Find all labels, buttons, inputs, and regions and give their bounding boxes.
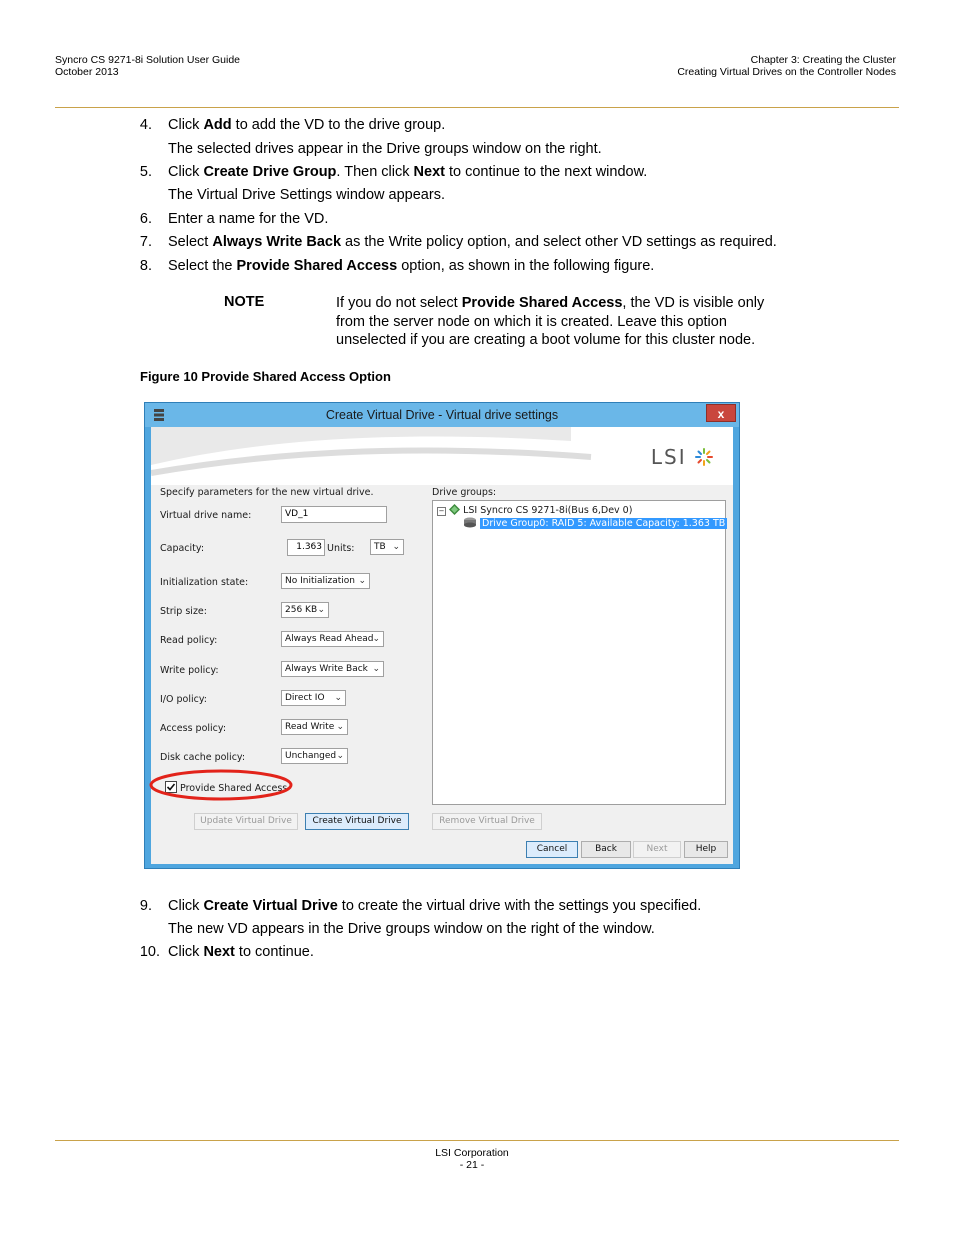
header-section: Creating Virtual Drives on the Controller Nodes: [677, 66, 896, 78]
chevron-down-icon: ⌄: [372, 664, 380, 674]
io-policy-label: I/O policy:: [160, 694, 207, 705]
step-number: 6.: [139, 211, 152, 227]
disk-cache-dropdown[interactable]: Unchanged ⌄: [281, 748, 348, 764]
close-button[interactable]: x: [706, 404, 736, 422]
strip-size-dropdown[interactable]: 256 KB ⌄: [281, 602, 329, 618]
step-number: 10.: [139, 944, 160, 960]
specify-label: Specify parameters for the new virtual drive.: [160, 487, 374, 498]
cancel-button[interactable]: Cancel: [526, 841, 578, 858]
capacity-input[interactable]: 1.363: [287, 539, 325, 556]
note-label: NOTE: [224, 294, 265, 310]
init-state-label: Initialization state:: [160, 577, 249, 588]
io-policy-dropdown[interactable]: Direct IO ⌄: [281, 690, 346, 706]
read-policy-label: Read policy:: [160, 635, 218, 646]
write-policy-label: Write policy:: [160, 665, 219, 676]
read-policy-dropdown[interactable]: Always Read Ahead ⌄: [281, 631, 384, 647]
header-right: [677, 54, 896, 78]
header-rule: [55, 107, 899, 108]
vd-name-input[interactable]: VD_1: [281, 506, 387, 523]
footer: [0, 1147, 944, 1171]
step-number: 9.: [139, 898, 152, 914]
footer-company: LSI Corporation: [435, 1147, 509, 1159]
step-5-sub: The Virtual Drive Settings window appears.: [168, 187, 445, 203]
step-4-sub: The selected drives appear in the Drive groups window on the right.: [168, 141, 602, 157]
step-5: Click Create Drive Group. Then click Next to continue to the next window.: [168, 164, 648, 180]
collapse-icon[interactable]: −: [438, 507, 445, 515]
dialog-title-bar: [145, 403, 739, 427]
lsi-star-icon: [695, 448, 713, 466]
header-chapter: Chapter 3: Creating the Cluster: [750, 54, 896, 66]
access-policy-dropdown[interactable]: Read Write ⌄: [281, 719, 348, 735]
banner-swoosh: [151, 427, 733, 485]
chevron-down-icon: ⌄: [317, 605, 325, 615]
drive-groups-label: Drive groups:: [432, 487, 497, 498]
step-7: Select Always Write Back as the Write policy option, and select other VD settings as required.: [168, 234, 777, 250]
tree-node-controller[interactable]: − LSI Syncro CS 9271-8i(Bus 6,Dev 0): [438, 505, 633, 516]
disk-cache-label: Disk cache policy:: [160, 752, 246, 763]
step-6: Enter a name for the VD.: [168, 211, 329, 227]
step-number: 4.: [139, 117, 152, 133]
header-left: [55, 54, 240, 78]
figure-caption: Figure 10 Provide Shared Access Option: [140, 369, 391, 384]
header-date: October 2013: [55, 66, 119, 78]
chevron-down-icon: ⌄: [392, 542, 400, 552]
controller-icon: [449, 504, 460, 515]
step-number: 7.: [139, 234, 152, 250]
dialog-title: Create Virtual Drive - Virtual drive settings: [325, 408, 559, 422]
drive-group-icon: [463, 517, 477, 528]
vd-name-label: Virtual drive name:: [160, 510, 252, 521]
highlight-circle-annotation: [147, 767, 297, 803]
header-doc-title: Syncro CS 9271-8i Solution User Guide: [55, 54, 241, 66]
step-4: Click Add to add the VD to the drive group.: [168, 117, 446, 133]
chevron-down-icon: ⌄: [334, 693, 342, 703]
drive-groups-tree[interactable]: [432, 500, 726, 805]
help-button[interactable]: Help: [684, 841, 728, 858]
virtual-drive-settings-dialog: [144, 402, 740, 869]
step-9-sub: The new VD appears in the Drive groups window on the right of the window.: [168, 921, 655, 937]
next-button[interactable]: Next: [633, 841, 681, 858]
update-virtual-drive-button[interactable]: Update Virtual Drive: [194, 813, 298, 830]
access-policy-label: Access policy:: [160, 723, 227, 734]
back-button[interactable]: Back: [581, 841, 631, 858]
chevron-down-icon: ⌄: [336, 751, 344, 761]
step-8: Select the Provide Shared Access option, as shown in the following figure.: [168, 258, 655, 274]
step-10: Click Next to continue.: [168, 944, 314, 960]
init-state-dropdown[interactable]: No Initialization ⌄: [281, 573, 370, 589]
create-virtual-drive-button[interactable]: Create Virtual Drive: [305, 813, 409, 830]
tree-node-drive-group[interactable]: Drive Group0: RAID 5: Available Capacity: 1.363 TB: [463, 517, 727, 529]
dialog-client-area: [151, 427, 733, 864]
dialog-banner: [151, 427, 733, 485]
step-9: Click Create Virtual Drive to create the virtual drive with the settings you specified.: [168, 898, 702, 914]
strip-size-label: Strip size:: [160, 606, 207, 617]
capacity-label: Capacity:: [160, 543, 205, 554]
units-dropdown[interactable]: TB ⌄: [370, 539, 404, 555]
units-label: Units:: [327, 543, 355, 554]
footer-rule: [55, 1140, 899, 1141]
step-number: 5.: [139, 164, 152, 180]
chevron-down-icon: ⌄: [336, 722, 344, 732]
footer-page-number: - 21 -: [459, 1159, 485, 1171]
shared-access-label: Provide Shared Access: [180, 783, 288, 794]
remove-virtual-drive-button[interactable]: Remove Virtual Drive: [432, 813, 542, 830]
lsi-logo: LSI: [651, 445, 713, 469]
step-number: 8.: [139, 258, 152, 274]
chevron-down-icon: ⌄: [372, 634, 380, 644]
write-policy-dropdown[interactable]: Always Write Back ⌄: [281, 661, 384, 677]
note-text: If you do not select Provide Shared Access, the VD is visible only from the server node on which it is created. Leave this option unselected if you are creating a boot volume for this cluster node.: [336, 295, 765, 348]
chevron-down-icon: ⌄: [358, 576, 366, 586]
